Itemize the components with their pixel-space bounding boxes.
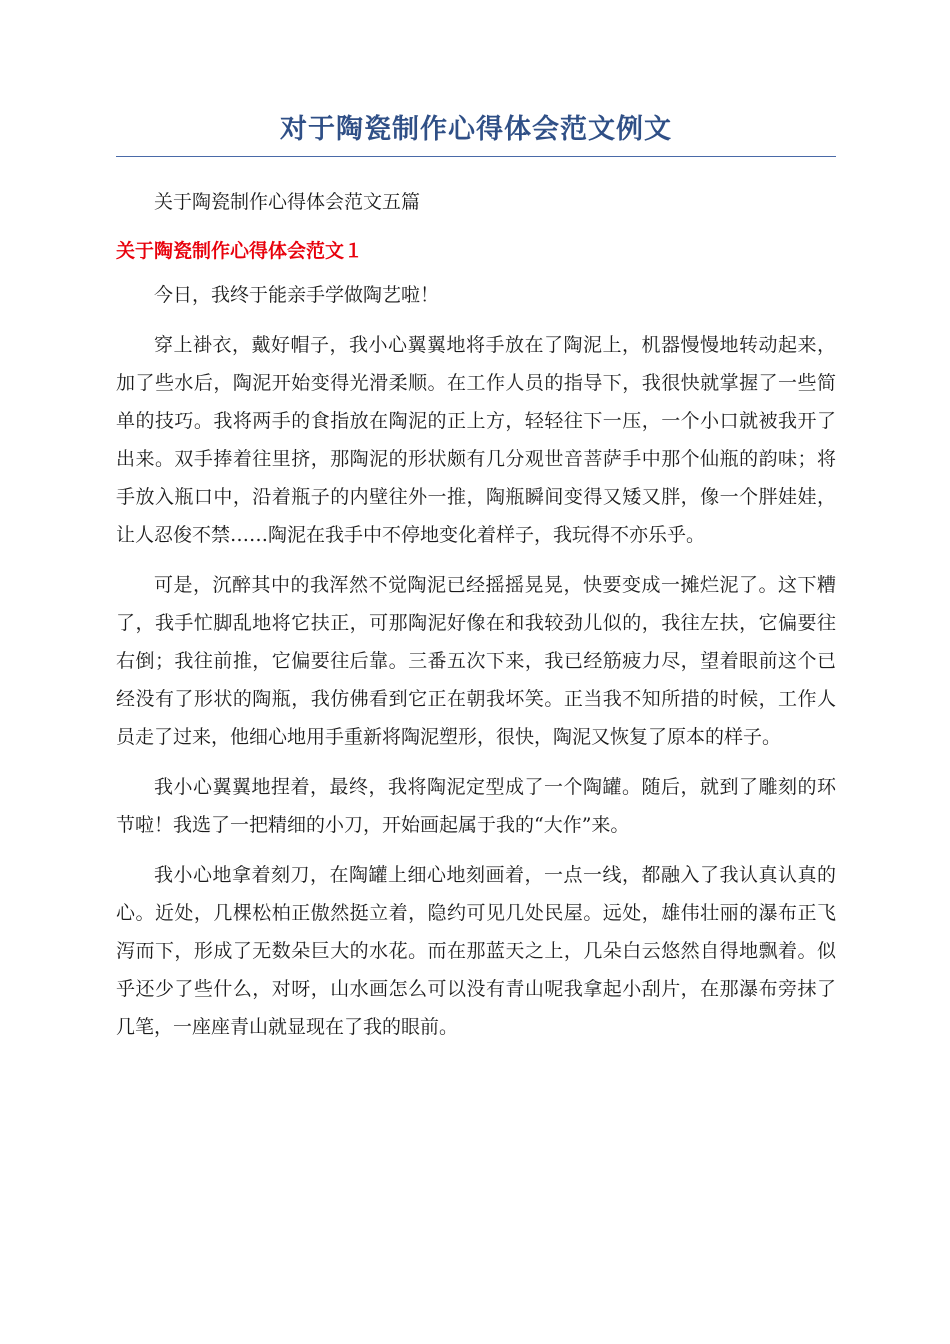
document-subtitle: 关于陶瓷制作心得体会范文五篇 [154, 191, 421, 213]
paragraph-2: 穿上褂衣，戴好帽子，我小心翼翼地将手放在了陶泥上，机器慢慢地转动起来，加了些水后，陶泥开始变得光滑柔顺。在工作人员的指导下，我很快就掌握了一些简单的技巧。我将两手的食指放在陶泥的正上方，轻轻往下一压，一个小口就被我开了出来。双手捧着往里挤，那陶泥的形状颇有几分观世音菩萨手中那个仙瓶的韵味；将手放入瓶口中，沿着瓶子的内壁往外一推，陶瓶瞬间变得又矮又胖，像一个胖娃娃，让人忍俊不禁……陶泥在我手中不停地变化着样子，我玩得不亦乐乎。 [116, 334, 836, 546]
paragraph-4: 我小心翼翼地捏着，最终，我将陶泥定型成了一个陶罐。随后，就到了雕刻的环节啦！我选了一把精细的小刀，开始画起属于我的“大作”来。 [116, 776, 836, 836]
section-heading: 关于陶瓷制作心得体会范文１ [116, 240, 364, 262]
paragraph-3: 可是，沉醉其中的我浑然不觉陶泥已经摇摇晃晃，快要变成一摊烂泥了。这下糟了，我手忙脚乱地将它扶正，可那陶泥好像在和我较劲儿似的，我往左扶，它偏要往右倒；我往前推，它偏要往后靠。三番五次下来，我已经筋疲力尽，望着眼前这个已经没有了形状的陶瓶，我仿佛看到它正在朝我坏笑。正当我不知所措的时候，工作人员走了过来，他细心地用手重新将陶泥塑形，很快，陶泥又恢复了原本的样子。 [116, 574, 836, 748]
document-title: 对于陶瓷制作心得体会范文例文 [116, 110, 836, 157]
paragraph-1: 今日，我终于能亲手学做陶艺啦！ [154, 284, 440, 306]
paragraph-5: 我小心地拿着刻刀，在陶罐上细心地刻画着，一点一线，都融入了我认真认真的心。近处，几棵松柏正傲然挺立着，隐约可见几处民屋。远处，雄伟壮丽的瀑布正飞泻而下，形成了无数朵巨大的水花。而在那蓝天之上，几朵白云悠然自得地飘着。似乎还少了些什么，对呀，山水画怎么可以没有青山呢我拿起小刮片，在那瀑布旁抹了几笔，一座座青山就显现在了我的眼前。 [116, 864, 836, 1038]
document-page [116, 110, 836, 1046]
